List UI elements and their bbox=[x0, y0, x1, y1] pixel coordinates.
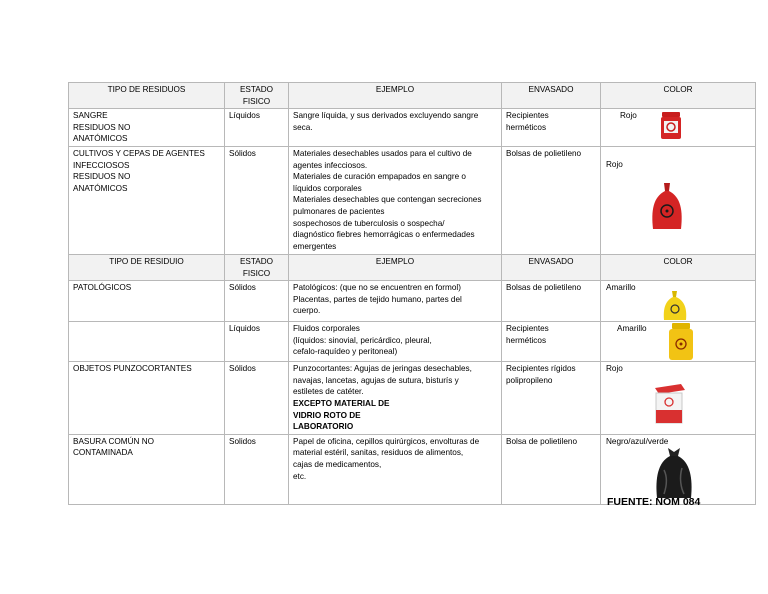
ejemplo-cell: Sangre líquida, y sus derivados excluyendo sangre seca. bbox=[289, 109, 502, 147]
table-row bbox=[69, 109, 756, 147]
ejemplo-cell: Materiales desechables usados para el cultivo de agentes infecciosos. Materiales de curación empapados en sangre o líquidos corporales Materiales desechables que contengan secreciones pulmonares de pacientes sospechosos de tuberculosis o sospecha/ diagnóstico fiebres hemorrágicas o enfermedades emergentes bbox=[289, 146, 502, 254]
color-cell bbox=[601, 281, 756, 322]
black-trash-bag-icon bbox=[654, 448, 694, 500]
color-label: Amarillo bbox=[606, 283, 636, 293]
source-note: FUENTE: NOM 084 bbox=[607, 496, 701, 508]
table-header-row bbox=[69, 254, 756, 280]
table-row bbox=[69, 146, 756, 254]
color-cell bbox=[601, 362, 756, 435]
header-color: COLOR bbox=[601, 254, 756, 280]
envasado-cell: Bolsas de polietileno bbox=[502, 281, 601, 322]
yellow-biohazard-bag-icon bbox=[663, 291, 687, 321]
color-label: Rojo bbox=[606, 159, 623, 169]
sharps-container-icon bbox=[651, 382, 687, 426]
red-biohazard-bag-icon bbox=[651, 183, 683, 231]
color-label: Rojo bbox=[606, 364, 623, 374]
ejemplo-cell: Fluidos corporales (líquidos: sinovial, pericárdico, pleural, cefalo-raquídeo y peritoneal) bbox=[289, 322, 502, 362]
tipo-cell: CULTIVOS Y CEPAS DE AGENTES INFECCIOSOS RESIDUOS NO ANATÓMICOS bbox=[69, 146, 225, 254]
tipo-cell: SANGRE RESIDUOS NO ANATÓMICOS bbox=[69, 109, 225, 147]
color-label: Amarillo bbox=[617, 324, 647, 334]
tipo-cell: OBJETOS PUNZOCORTANTES bbox=[69, 362, 225, 435]
header-tipo: TIPO DE RESIDUIO bbox=[69, 254, 225, 280]
residuos-table bbox=[68, 82, 756, 505]
ejemplo-cell: Papel de oficina, cepillos quirúrgicos, envolturas de material estéril, sanitas, residuos de alimentos, cajas de medicamentos, etc. bbox=[289, 434, 502, 504]
color-cell bbox=[601, 434, 756, 504]
table-row bbox=[69, 322, 756, 362]
tipo-cell bbox=[69, 322, 225, 362]
tipo-cell: PATOLÓGICOS bbox=[69, 281, 225, 322]
ejemplo-cell: Patológicos: (que no se encuentren en formol) Placentas, partes de tejido humano, partes del cuerpo. bbox=[289, 281, 502, 322]
table-header-row bbox=[69, 83, 756, 109]
envasado-cell: Bolsas de polietileno bbox=[502, 146, 601, 254]
envasado-cell: Recipientes herméticos bbox=[502, 109, 601, 147]
estado-cell: Sólidos bbox=[225, 362, 289, 435]
header-color: COLOR bbox=[601, 83, 756, 109]
header-ejemplo: EJEMPLO bbox=[289, 83, 502, 109]
color-label: Rojo bbox=[620, 111, 637, 121]
header-estado: ESTADO FISICO bbox=[225, 83, 289, 109]
ejemplo-cell: Punzocortantes: Agujas de jeringas desechables, navajas, lancetas, agujas de sutura, bisturís y estiletes de catéter. EXCEPTO MATERIAL DE VIDRIO ROTO DE LABORATORIO bbox=[289, 362, 502, 435]
yellow-biohazard-container-icon bbox=[668, 323, 694, 361]
estado-cell: Solidos bbox=[225, 434, 289, 504]
color-cell bbox=[601, 322, 756, 362]
header-tipo: TIPO DE RESIDUOS bbox=[69, 83, 225, 109]
table-row bbox=[69, 281, 756, 322]
estado-cell: Líquidos bbox=[225, 109, 289, 147]
estado-cell: Sólidos bbox=[225, 281, 289, 322]
envasado-cell: Recipientes rígidos polipropileno bbox=[502, 362, 601, 435]
red-biohazard-container-icon bbox=[660, 112, 682, 140]
estado-cell: Líquidos bbox=[225, 322, 289, 362]
envasado-cell: Bolsa de polietileno bbox=[502, 434, 601, 504]
header-envasado: ENVASADO bbox=[502, 83, 601, 109]
table-row bbox=[69, 362, 756, 435]
header-estado: ESTADO FISICO bbox=[225, 254, 289, 280]
table-row bbox=[69, 434, 756, 504]
estado-cell: Sólidos bbox=[225, 146, 289, 254]
envasado-cell: Recipientes herméticos bbox=[502, 322, 601, 362]
color-label: Negro/azul/verde bbox=[606, 436, 669, 446]
header-envasado: ENVASADO bbox=[502, 254, 601, 280]
color-cell bbox=[601, 109, 756, 147]
color-cell bbox=[601, 146, 756, 254]
tipo-cell: BASURA COMÚN NO CONTAMINADA bbox=[69, 434, 225, 504]
header-ejemplo: EJEMPLO bbox=[289, 254, 502, 280]
